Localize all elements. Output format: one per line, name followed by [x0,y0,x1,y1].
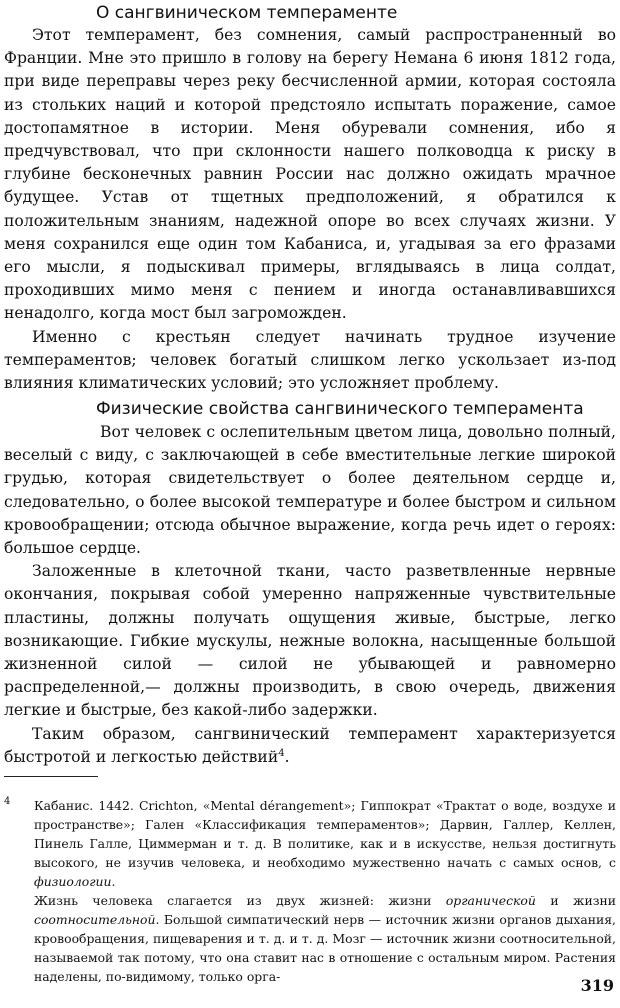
paragraph-text: Таким образом, сангвинический темперамент характеризуется быстротой и легкостью действий [4,724,616,766]
footnote-text-part: . [111,874,116,889]
footnote-divider [4,776,98,777]
footnote-text-part: Жизнь человека слагается из двух жизней: жизни [34,893,446,908]
section-text-sanguine [4,24,616,395]
section-heading-physical: Физические свойства сангвинического темперамента [96,399,584,419]
footnote-emphasis: физиологии [34,874,112,889]
paragraph: Вот человек с ослепительным цветом лица, довольно полный, веселый с виду, с заключающей в себе вместительные легкие широкой грудью, которая свидетельствует о более деятельном сердце и, следовательно, о более высокой температуре и более быстром и сильном кровообращении; отсюда обычное выражение, когда речь идет о героях: большое сердце. [4,423,616,558]
paragraph: Этот темперамент, без сомнения, самый распространенный во Франции. Мне это пришло в голову на берегу Немана 6 июня 1812 года, при виде переправы через реку бесчисленной армии, которая состояла из стольких наций и которой предстояло испытать поражение, самое достопамятное в истории. Меня обуревали сомнения, ибо я предчувствовал, что при склонности нашего полководца к риску в глубине бесконечных равнин России нас должно ожидать мрачное будущее. Устав от тщетных предположений, я обратился к положительным знаниям, надежной опоре во всех случаях жизни. У меня сохранился еще один том Кабаниса, и, угадывая за его фразами его мысли, я подыскивал примеры, вглядываясь в лица солдат, проходивших мимо меня с пением и иногда останавливавшихся ненадолго, когда мост был загроможден. [4,26,616,323]
footnote-marker: 4 [4,796,11,807]
footnote-text-part: и жизни [535,893,616,908]
footnote-text-part: . Большой симпатический нерв — источник жизни органов дыхания, кровообращения, пищеварения и т. д. и т. д. Мозг — источник жизни соотносительной, называемой так потому, что она ставит нас в отношение с остальным миром. Растения наделены, по-видимому, только орга- [34,912,616,984]
footnote-emphasis: органической [445,893,536,908]
footnote-paragraph [34,891,616,986]
page-number: 319 [580,976,614,995]
footnote-text [34,796,616,986]
footnote-text-part: Кабанис. 1442. Crichton, «Mental dérangement»; Гиппократ «Трактат о воде, воздухе и пространстве»; Гален «Классификация темпераментов»; Дарвин, Галлер, Келлен, Пинель Галле, Циммерман и т. д. В политике, как и в искусстве, нельзя достигнуть высокого, не изучив человека, и необходимо мужественно начать с самых основ, с [34,798,616,870]
paragraph: Таким образом, сангвинический темперамент характеризуется быстротой и легкостью действий$^4$. [4,724,616,766]
paragraph: Заложенные в клеточной ткани, часто разветвленные нервные окончания, покрывая собой умеренно напряженные чувствительные пластины, должны получать ощущения живые, быстрые, легко возникающие. Гибкие мускулы, нежные волокна, насыщенные большой жизненной силой — силой не убывающей и равномерно распределенной,— должны производить, в свою очередь, движения легкие и быстрые, без какой-либо задержки. [4,562,616,720]
paragraph: Именно с крестьян следует начинать трудное изучение темпераментов; человек богатый слишком легко ускользает из-под влияния климатических условий; это усложняет проблему. [4,327,616,393]
footnote-reference[interactable]: 4 [278,747,285,759]
footnote-emphasis: соотносительной [34,912,156,927]
section-heading: О сангвиническом темпераменте [96,3,398,23]
footnote-paragraph [34,796,616,891]
section-text-physical [4,421,616,769]
